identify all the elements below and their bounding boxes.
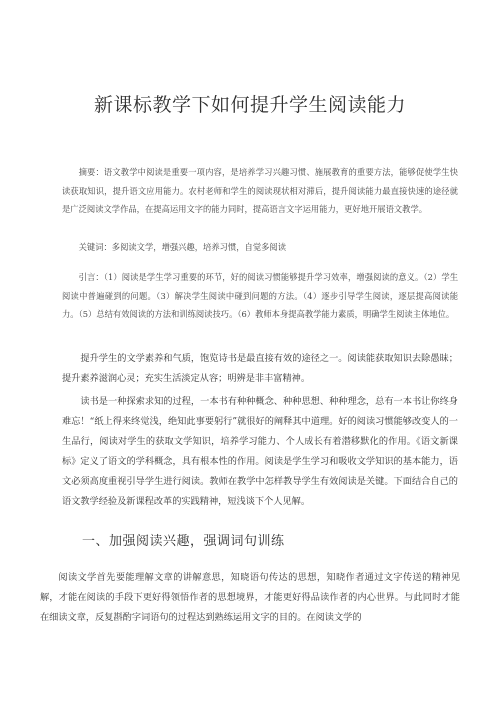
document-title: 新课标教学下如何提升学生阅读能力 <box>93 94 406 116</box>
body-paragraph-1: 提升学生的文学素养和气质，饱览诗书是最直接有效的途径之一。阅读能获取知识去除愚昧；提升素养滋润心灵；充实生活淡定从容；明辨是非丰富精神。 <box>62 353 458 384</box>
keywords-line: 关键词：多阅读文学，增强兴趣，培养习惯，自觉多阅读 <box>78 242 287 252</box>
body-paragraph-3: 阅读文学首先要能理解文章的讲解意思，知晓语句传达的思想，知晓作者通过文字传送的精神见解，才能在阅读的手段下更好得领悟作者的思想境界，才能更好得品读作者的内心世界。与此同时才能在细读文章，反复斟酌字词语句的过程达到熟练运用文字的目的。在阅读文学的 <box>40 572 460 623</box>
intro-paragraph: 引言：（1）阅读是学生学习重要的环节，好的阅读习惯能够提升学习效率，增强阅读的意义。（2）学生阅读中普遍碰到的问题。（3）解决学生阅读中碰到问题的方法。（4）逐步引导学生阅读，逐层提高阅读能力。（5）总结有效阅读的方法和训练阅读技巧。（6）教师本身提高教学能力素质，明确学生阅读主体地位。 <box>62 272 458 319</box>
section-heading-1: 一、加强阅读兴趣，强调词句训练 <box>82 534 285 549</box>
body-paragraph-2: 读书是一种探索求知的过程，一本书有种种概念、种种思想、种种理念，总有一本书让你终身难忘！“纸上得来终觉浅，绝知此事要躬行”就很好的阐释其中道理。好的阅读习惯能够改变人的一生品行，阅读对学生的获取文学知识，培养学习能力、个人成长有着潜移默化的作用。《语文新课标》定义了语文的学科概念，具有根本性的作用。阅读是学生学习和吸收文学知识的基本能力，语文必须高度重视引导学生进行阅读。教师在教学中怎样教导学生有效阅读是关键。下面结合自己的语文教学经验及新课程改革的实践精神，短浅谈下个人见解。 <box>62 396 458 507</box>
abstract-paragraph: 摘要：语文教学中阅读是重要一项内容，是培养学习兴趣习惯、施展教育的重要方法，能够促使学生快读获取知识，提升语文应用能力。农村老师和学生的阅读现状相对滞后，提升阅读能力最直接快速的途径就是广泛阅读文学作品，在提高运用文字的能力同时，提高语言文字运用能力，更好地开展语文教学。 <box>62 167 458 214</box>
